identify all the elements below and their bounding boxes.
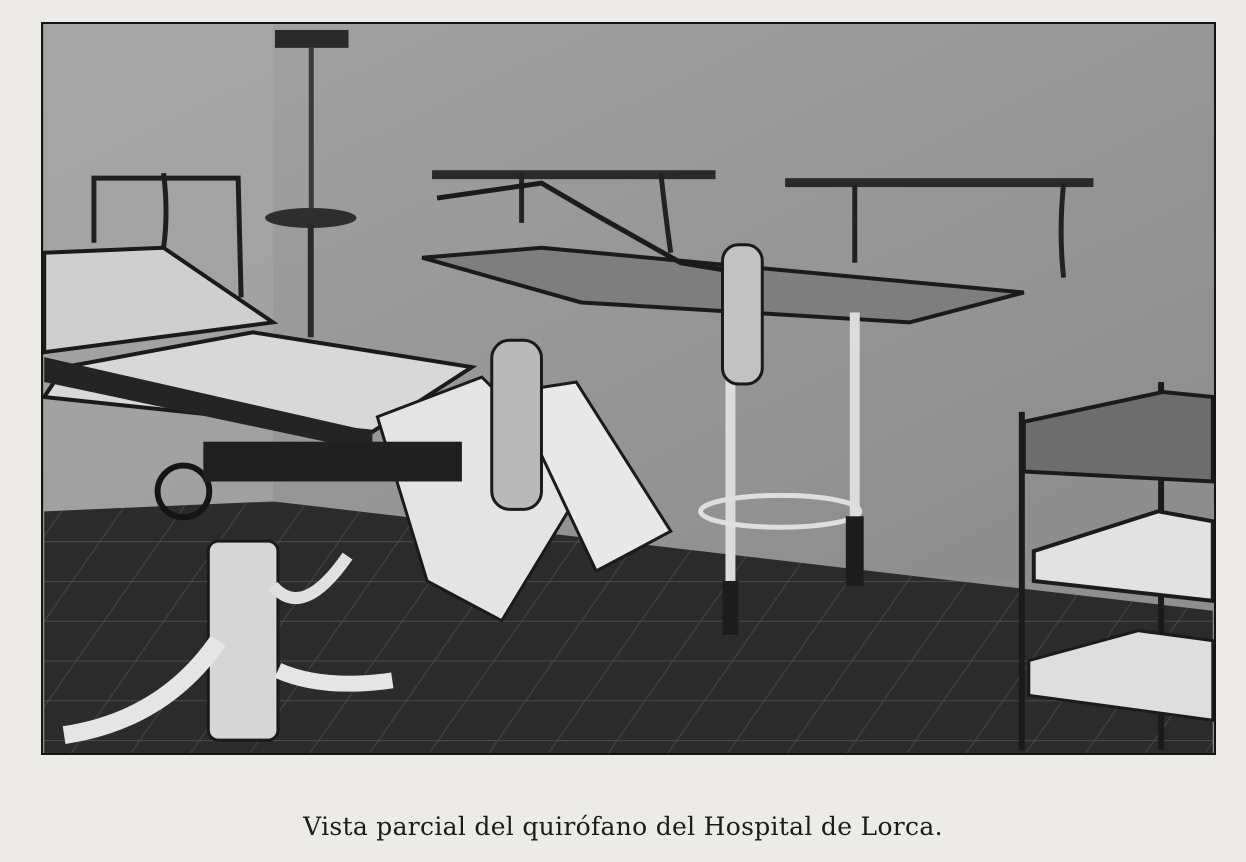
photograph	[41, 22, 1216, 755]
photo-caption: Vista parcial del quirófano del Hospital de Lorca.	[303, 812, 943, 841]
instrument-cart	[1019, 382, 1213, 750]
operating-room-photo	[43, 24, 1214, 753]
